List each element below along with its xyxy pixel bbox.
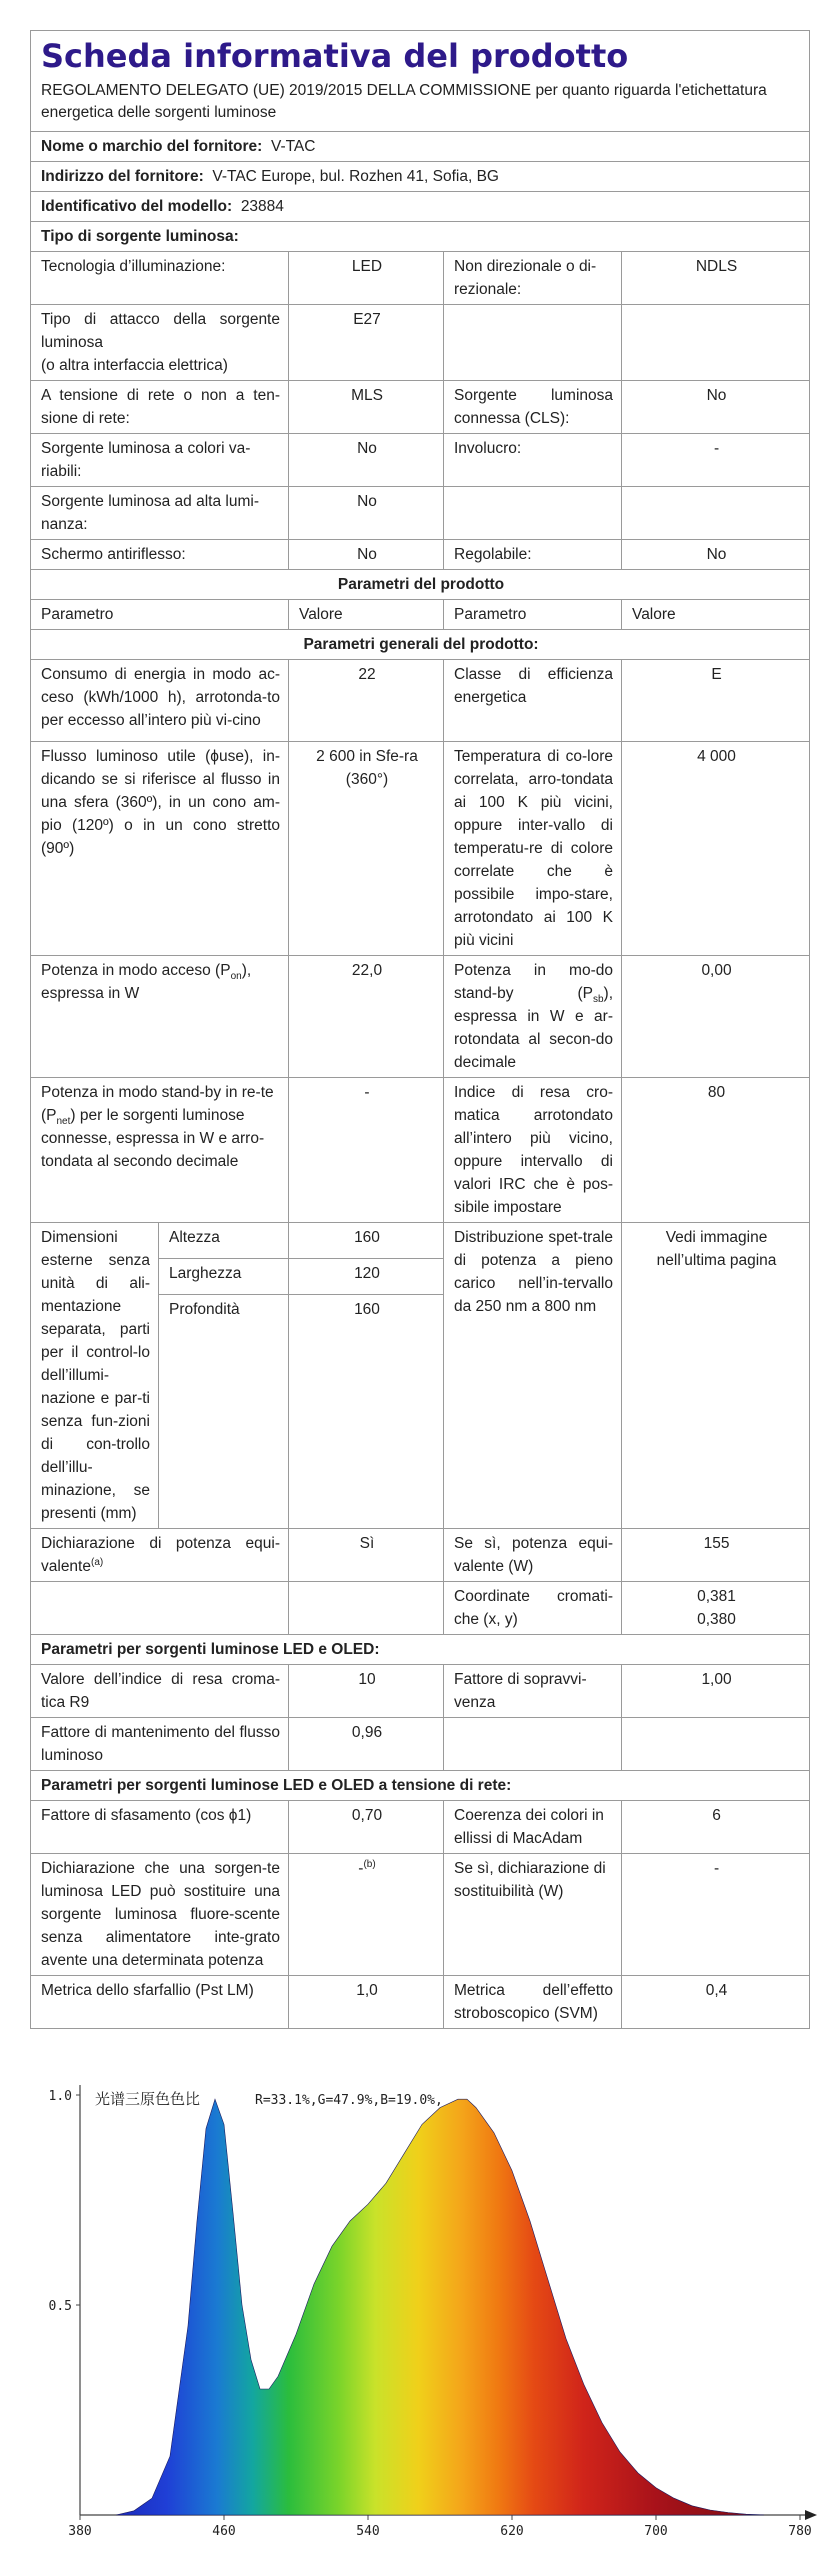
envelope-value: -	[622, 434, 810, 487]
cct-value: 4 000	[622, 742, 810, 956]
x-tick-label: 700	[644, 2524, 668, 2539]
energy-value: 22	[289, 660, 444, 742]
hlls-row	[31, 487, 810, 540]
colour-label: Sorgente luminosa a colori va-riabili:	[31, 434, 289, 487]
mains-led-heading-row	[31, 1771, 810, 1801]
maintenance-row	[31, 1718, 810, 1771]
product-params-heading: Parametri del prodotto	[31, 570, 810, 600]
spectrum-area	[116, 2099, 764, 2515]
x-tick-label: 460	[212, 2524, 236, 2539]
general-params-heading: Parametri generali del prodotto:	[31, 630, 810, 660]
mains-led-heading: Parametri per sorgenti luminose LED e OLED a tensione di rete:	[31, 1771, 810, 1801]
cap-value: E27	[289, 305, 444, 381]
cap-row	[31, 305, 810, 381]
flux-label: Flusso luminoso utile (ϕuse), in-dicando se si riferisce al flusso in una sfera (360º), in un cono am-pio (120º) o in un cono stretto (90º)	[31, 742, 289, 956]
dimmable-value: No	[622, 540, 810, 570]
equiv-row	[31, 1529, 810, 1582]
supplier-name-value: V-TAC	[270, 138, 316, 155]
dims-label: Dimensioni esterne senza unità di ali-mentazione separata, parti per il control-lo dell’illumi-nazione e par-ti senza fun-zioni di con-trollo dell’illu-minazione, se presenti (mm)	[31, 1223, 159, 1529]
depth-label: Profondità	[159, 1295, 289, 1529]
regulation-text: REGOLAMENTO DELEGATO (UE) 2019/2015 DELLA COMMISSIONE per quanto riguarda l'etichettatura energetica delle sorgenti luminose	[41, 82, 767, 121]
pon-row	[31, 956, 810, 1078]
macadam-value: 6	[622, 1801, 810, 1854]
pnet-label: Potenza in modo stand-by in re-te $(P_{net})$ per le sorgenti luminose connesse, espressa in W e arro-tondata al secondo decimale	[31, 1078, 289, 1223]
header-row	[31, 31, 810, 132]
width-value: 120	[289, 1259, 444, 1295]
x-tick-label: 380	[68, 2524, 92, 2539]
chroma-label: Coordinate cromati-che (x, y)	[444, 1582, 622, 1635]
mains-row	[31, 381, 810, 434]
led-params-heading-row	[31, 1635, 810, 1665]
spd-label: Distribuzione spet-trale di potenza a pieno carico nell’in-tervallo da 250 nm a 800 nm	[444, 1223, 622, 1529]
pnet-value: -	[289, 1078, 444, 1223]
height-label: Altezza	[159, 1223, 289, 1259]
x-tick-label: 780	[788, 2524, 812, 2539]
class-value: E	[622, 660, 810, 742]
maint-value: 0,96	[289, 1718, 444, 1771]
envelope-label: Involucro:	[444, 434, 622, 487]
column-header-row	[31, 600, 810, 630]
antiglare-row	[31, 540, 810, 570]
equiv-w-label: Se sì, potenza equi-valente (W)	[444, 1529, 622, 1582]
survival-label: Fattore di sopravvi-venza	[444, 1665, 622, 1718]
antiglare-label: Schermo antiriflesso:	[31, 540, 289, 570]
product-params-heading-row	[31, 570, 810, 600]
replace-row	[31, 1854, 810, 1976]
equiv-w-value: 155	[622, 1529, 810, 1582]
header-cell	[31, 31, 810, 132]
flux-row	[31, 742, 810, 956]
pf-value: 0,70	[289, 1801, 444, 1854]
tech-value: LED	[289, 252, 444, 305]
y-tick-label: 0.5	[48, 2299, 72, 2314]
equiv-value: Sì	[289, 1529, 444, 1582]
pnet-row	[31, 1078, 810, 1223]
r9-row	[31, 1665, 810, 1718]
flux-value: 2 600 in Sfe-ra (360°)	[289, 742, 444, 956]
macadam-label: Coerenza dei colori in ellissi di MacAdam	[444, 1801, 622, 1854]
pon-label: Potenza in modo acceso $(P_{on})$, espressa in W	[31, 956, 289, 1078]
mains-label: A tensione di rete o non a ten-sione di rete:	[31, 381, 289, 434]
energy-row	[31, 660, 810, 742]
pf-row	[31, 1801, 810, 1854]
depth-value: 160	[289, 1295, 444, 1529]
x-tick-label: 540	[356, 2524, 380, 2539]
equiv-label: Dichiarazione di potenza equi-valente$^{(a)}$	[31, 1529, 289, 1582]
led-params-heading: Parametri per sorgenti luminose LED e OLED:	[31, 1635, 810, 1665]
cap-label: Tipo di attacco della sorgente luminosa (o altra interfaccia elettrica)	[31, 305, 289, 381]
strobo-label: Metrica dell’effetto stroboscopico (SVM)	[444, 1976, 622, 2029]
supplier-name-label: Nome o marchio del fornitore:	[41, 138, 263, 155]
hlls-value: No	[289, 487, 444, 540]
model-row	[31, 192, 810, 222]
directional-value: NDLS	[622, 252, 810, 305]
directional-label: Non direzionale o di-rezionale:	[444, 252, 622, 305]
dims-row-height	[31, 1223, 810, 1259]
strobo-value: 0,4	[622, 1976, 810, 2029]
product-information-sheet	[30, 30, 810, 2029]
col-param-header-2: Parametro	[444, 600, 622, 630]
chart-title: 光谱三原色色比	[95, 2090, 201, 2108]
cct-label: Temperatura di co-lore correlata, arro-tondata ai 100 K più vicini, oppure inter-vallo di temperatu-re di colore correlate che è possibile impo-stare, arrotondato ai 100 K più vicini	[444, 742, 622, 956]
y-tick-label: 1.0	[48, 2089, 72, 2104]
model-value: 23884	[240, 198, 284, 215]
dimmable-label: Regolabile:	[444, 540, 622, 570]
replace-w-label: Se sì, dichiarazione di sostituibilità (W)	[444, 1854, 622, 1976]
r9-label: Valore dell’indice di resa croma-tica R9	[31, 1665, 289, 1718]
supplier-address-value: V-TAC Europe, bul. Rozhen 41, Sofia, BG	[212, 168, 499, 185]
spd-value: Vedi immagine nell’ultima pagina	[622, 1223, 810, 1529]
technology-row	[31, 252, 810, 305]
supplier-address-label: Indirizzo del fornitore:	[41, 168, 204, 185]
height-value: 160	[289, 1223, 444, 1259]
r9-value: 10	[289, 1665, 444, 1718]
colour-value: No	[289, 434, 444, 487]
cri-label: Indice di resa cro-matica arrotondato all’intero più vicino, oppure intervallo di valori IRC che è pos-sibile impostare	[444, 1078, 622, 1223]
chroma-value: 0,381 0,380	[622, 1582, 810, 1635]
mains-value: MLS	[289, 381, 444, 434]
cri-value: 80	[622, 1078, 810, 1223]
survival-value: 1,00	[622, 1665, 810, 1718]
cls-value: No	[622, 381, 810, 434]
model-label: Identificativo del modello:	[41, 198, 233, 215]
replace-value: -$^{(b)}$	[289, 1854, 444, 1976]
source-type-heading-row	[31, 222, 810, 252]
energy-label: Consumo di energia in modo ac-ceso (kWh/1000 h), arrotonda-to per eccesso all’intero più vi-cino	[31, 660, 289, 742]
pon-value: 22,0	[289, 956, 444, 1078]
general-params-heading-row	[31, 630, 810, 660]
col-value-header-2: Valore	[622, 600, 810, 630]
page-title: Scheda informativa del prodotto	[41, 37, 629, 75]
col-param-header: Parametro	[31, 600, 289, 630]
cls-label: Sorgente luminosa connessa (CLS):	[444, 381, 622, 434]
flicker-value: 1,0	[289, 1976, 444, 2029]
spectrum-chart	[30, 2075, 820, 2545]
tech-label: Tecnologia d’illuminazione:	[31, 252, 289, 305]
class-label: Classe di efficienza energetica	[444, 660, 622, 742]
hlls-label: Sorgente luminosa ad alta lumi-nanza:	[31, 487, 289, 540]
width-label: Larghezza	[159, 1259, 289, 1295]
chart-subtitle: R=33.1%,G=47.9%,B=19.0%,	[255, 2093, 443, 2108]
flicker-label: Metrica dello sfarfallio (Pst LM)	[31, 1976, 289, 2029]
replace-label: Dichiarazione che una sorgen-te luminosa LED può sostituire una sorgente luminosa fluore-scente senza alimentatore inte-grato avente una determinata potenza	[31, 1854, 289, 1976]
antiglare-value: No	[289, 540, 444, 570]
x-tick-label: 620	[500, 2524, 524, 2539]
replace-w-value: -	[622, 1854, 810, 1976]
pf-label: Fattore di sfasamento (cos ϕ1)	[31, 1801, 289, 1854]
x-axis-arrow	[805, 2510, 817, 2520]
spectrum-svg	[30, 2075, 820, 2545]
colour-row	[31, 434, 810, 487]
supplier-name-row	[31, 132, 810, 162]
source-type-heading: Tipo di sorgente luminosa:	[31, 222, 810, 252]
maint-label: Fattore di mantenimento del flusso luminoso	[31, 1718, 289, 1771]
psb-label: Potenza in mo-do stand-by $(P_{sb})$, espressa in W e ar-rotondata al secon-do decimale	[444, 956, 622, 1078]
psb-value: 0,00	[622, 956, 810, 1078]
flicker-row	[31, 1976, 810, 2029]
chroma-row	[31, 1582, 810, 1635]
col-value-header: Valore	[289, 600, 444, 630]
supplier-address-row	[31, 162, 810, 192]
